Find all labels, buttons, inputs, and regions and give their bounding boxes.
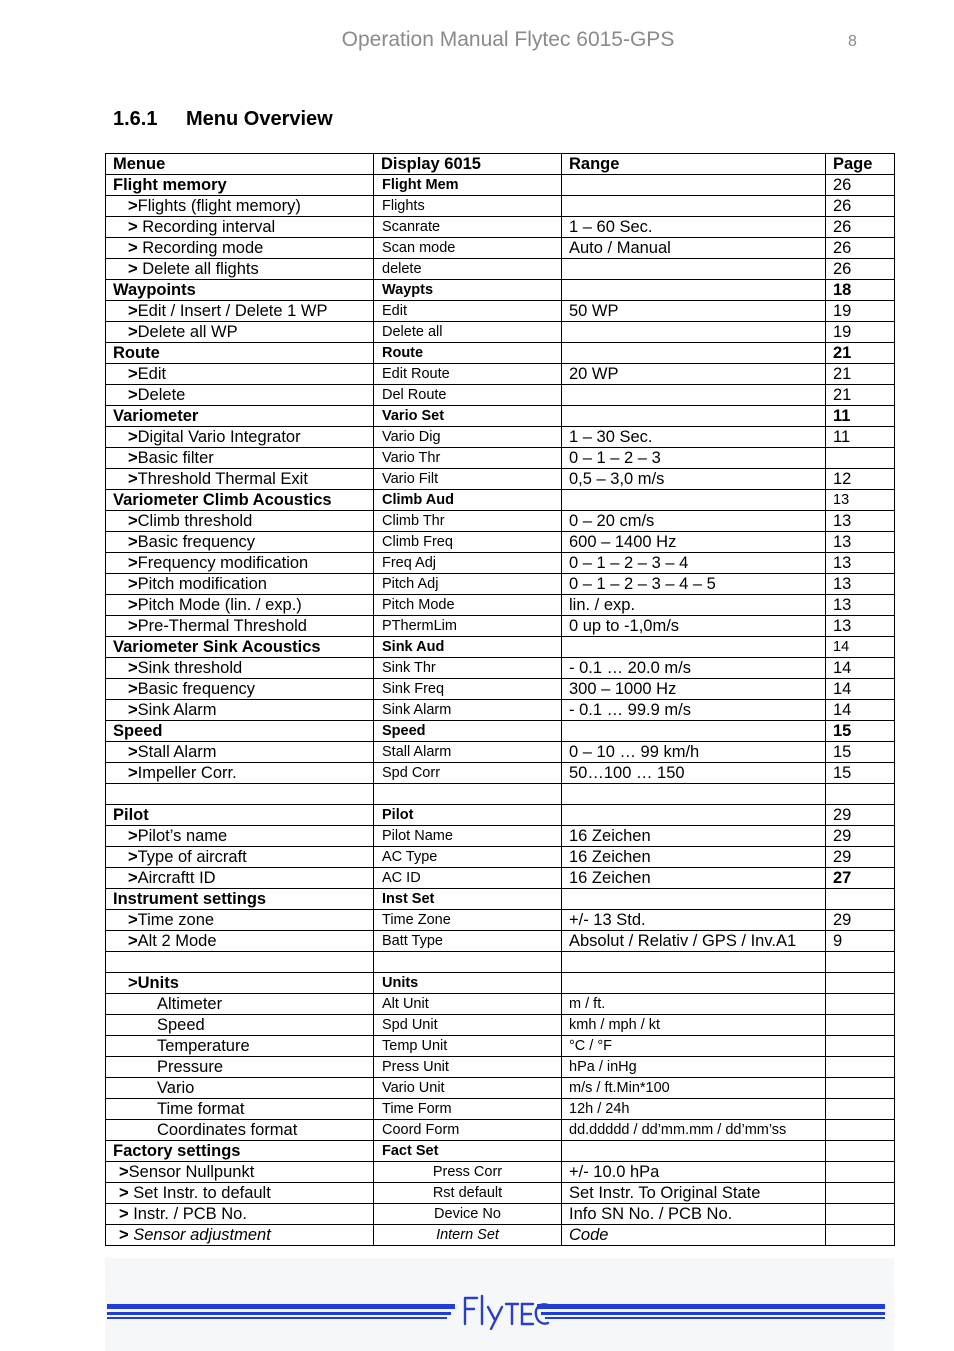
cell-page: 15	[826, 742, 895, 763]
cell-page	[826, 994, 895, 1015]
cell-range: °C / °F	[562, 1036, 826, 1057]
cell-display: Press Corr	[374, 1162, 562, 1183]
table-row	[106, 889, 895, 910]
cell-page	[826, 1099, 895, 1120]
page-number: 8	[848, 33, 857, 50]
cell-menu: > Recording interval	[106, 217, 374, 238]
table-row	[106, 910, 895, 931]
cell-display: Freq Adj	[374, 553, 562, 574]
cell-menu: >Sink threshold	[106, 658, 374, 679]
cell-display: Units	[374, 973, 562, 994]
cell-page	[826, 1036, 895, 1057]
cell-display: Vario Unit	[374, 1078, 562, 1099]
cell-menu: >Basic filter	[106, 448, 374, 469]
table-row	[106, 259, 895, 280]
cell-menu: >Pilot’s name	[106, 826, 374, 847]
table-row	[106, 931, 895, 952]
cell-menu: Variometer	[106, 406, 374, 427]
cell-range: Auto / Manual	[562, 238, 826, 259]
table-row	[106, 994, 895, 1015]
cell-range: dd.ddddd / dd’mm.mm / dd’mm’ss	[562, 1120, 826, 1141]
cell-page: 13	[826, 595, 895, 616]
cell-page	[826, 1225, 895, 1246]
cell-menu: >Alt 2 Mode	[106, 931, 374, 952]
table-row	[106, 763, 895, 784]
cell-page	[826, 1183, 895, 1204]
cell-page: 11	[826, 406, 895, 427]
cell-menu: Speed	[106, 721, 374, 742]
table-header-row	[106, 154, 895, 175]
cell-display: delete	[374, 259, 562, 280]
cell-display: Climb Thr	[374, 511, 562, 532]
cell-display: Fact Set	[374, 1141, 562, 1162]
cell-display: Scanrate	[374, 217, 562, 238]
cell-range	[562, 280, 826, 301]
cell-display: Inst Set	[374, 889, 562, 910]
cell-menu: Variometer Sink Acoustics	[106, 637, 374, 658]
table-row	[106, 616, 895, 637]
cell-display: Climb Aud	[374, 490, 562, 511]
cell-display: Pitch Adj	[374, 574, 562, 595]
cell-page: 29	[826, 910, 895, 931]
cell-display: Vario Thr	[374, 448, 562, 469]
table-row	[106, 721, 895, 742]
table-row	[106, 196, 895, 217]
cell-menu: > Recording mode	[106, 238, 374, 259]
cell-display: Sink Thr	[374, 658, 562, 679]
cell-display: Pilot Name	[374, 826, 562, 847]
cell-menu: >Frequency modification	[106, 553, 374, 574]
cell-range	[562, 322, 826, 343]
cell-page: 14	[826, 679, 895, 700]
table-row	[106, 973, 895, 994]
table-row	[106, 1099, 895, 1120]
cell-display: Climb Freq	[374, 532, 562, 553]
cell-page: 26	[826, 196, 895, 217]
table-row	[106, 1162, 895, 1183]
cell-menu: Temperature	[106, 1036, 374, 1057]
cell-page	[826, 952, 895, 973]
cell-menu: >Digital Vario Integrator	[106, 427, 374, 448]
cell-display: Route	[374, 343, 562, 364]
cell-menu	[106, 952, 374, 973]
table-row	[106, 238, 895, 259]
cell-range: 16 Zeichen	[562, 826, 826, 847]
cell-page: 13	[826, 490, 895, 511]
table-row	[106, 1057, 895, 1078]
cell-range: - 0.1 … 20.0 m/s	[562, 658, 826, 679]
cell-display: AC Type	[374, 847, 562, 868]
cell-page: 14	[826, 658, 895, 679]
cell-menu: >Pitch modification	[106, 574, 374, 595]
table-row	[106, 175, 895, 196]
cell-range: 1 – 60 Sec.	[562, 217, 826, 238]
table-row	[106, 1015, 895, 1036]
cell-page: 13	[826, 511, 895, 532]
cell-page	[826, 1057, 895, 1078]
cell-menu: >Aircraftt ID	[106, 868, 374, 889]
header-menue: Menue	[106, 154, 374, 175]
cell-display: Sink Aud	[374, 637, 562, 658]
cell-menu: >Units	[106, 973, 374, 994]
cell-menu: Waypoints	[106, 280, 374, 301]
cell-range: Absolut / Relativ / GPS / Inv.A1	[562, 931, 826, 952]
cell-page: 26	[826, 259, 895, 280]
cell-range	[562, 637, 826, 658]
cell-range: 0 up to -1,0m/s	[562, 616, 826, 637]
table-row	[106, 952, 895, 973]
table-row	[106, 742, 895, 763]
cell-page: 19	[826, 301, 895, 322]
cell-menu: Speed	[106, 1015, 374, 1036]
table-row	[106, 595, 895, 616]
cell-display: AC ID	[374, 868, 562, 889]
cell-range	[562, 784, 826, 805]
cell-display: Flight Mem	[374, 175, 562, 196]
cell-display: Spd Unit	[374, 1015, 562, 1036]
cell-page	[826, 784, 895, 805]
header-title: Operation Manual Flytec 6015-GPS	[341, 28, 675, 51]
cell-range	[562, 1141, 826, 1162]
cell-page: 19	[826, 322, 895, 343]
cell-range: Set Instr. To Original State	[562, 1183, 826, 1204]
cell-range: 0,5 – 3,0 m/s	[562, 469, 826, 490]
cell-range: 1 – 30 Sec.	[562, 427, 826, 448]
cell-page: 13	[826, 574, 895, 595]
cell-page	[826, 1162, 895, 1183]
cell-page: 13	[826, 532, 895, 553]
cell-range	[562, 490, 826, 511]
cell-page	[826, 1204, 895, 1225]
table-row	[106, 364, 895, 385]
cell-menu: Time format	[106, 1099, 374, 1120]
table-row	[106, 490, 895, 511]
cell-menu: >Delete all WP	[106, 322, 374, 343]
cell-menu: >Time zone	[106, 910, 374, 931]
cell-range	[562, 175, 826, 196]
cell-range: m / ft.	[562, 994, 826, 1015]
cell-menu: >Type of aircraft	[106, 847, 374, 868]
cell-menu	[106, 784, 374, 805]
cell-range: m/s / ft.Min*100	[562, 1078, 826, 1099]
cell-menu: >Pitch Mode (lin. / exp.)	[106, 595, 374, 616]
table-row	[106, 385, 895, 406]
header-range: Range	[562, 154, 826, 175]
cell-menu: >Flights (flight memory)	[106, 196, 374, 217]
cell-menu: >Basic frequency	[106, 679, 374, 700]
table-row	[106, 553, 895, 574]
table-row	[106, 1141, 895, 1162]
table-row	[106, 784, 895, 805]
table-row	[106, 658, 895, 679]
cell-menu: >Climb threshold	[106, 511, 374, 532]
cell-range: 0 – 1 – 2 – 3	[562, 448, 826, 469]
cell-range: +/- 10.0 hPa	[562, 1162, 826, 1183]
cell-display: Device No	[374, 1204, 562, 1225]
cell-display: Waypts	[374, 280, 562, 301]
cell-menu: Route	[106, 343, 374, 364]
cell-display: Alt Unit	[374, 994, 562, 1015]
table-row	[106, 427, 895, 448]
flytec-logo	[105, 1290, 887, 1330]
cell-page	[826, 448, 895, 469]
cell-range: 50…100 … 150	[562, 763, 826, 784]
table-row	[106, 1225, 895, 1246]
cell-range	[562, 406, 826, 427]
cell-range	[562, 952, 826, 973]
cell-menu: > Sensor adjustment	[106, 1225, 374, 1246]
cell-range: Info SN No. / PCB No.	[562, 1204, 826, 1225]
cell-page: 14	[826, 700, 895, 721]
table-row	[106, 1204, 895, 1225]
cell-display: Coord Form	[374, 1120, 562, 1141]
cell-range: 16 Zeichen	[562, 868, 826, 889]
cell-page: 13	[826, 616, 895, 637]
cell-menu: >Threshold Thermal Exit	[106, 469, 374, 490]
cell-menu: >Delete	[106, 385, 374, 406]
cell-display: Batt Type	[374, 931, 562, 952]
table-row	[106, 301, 895, 322]
cell-display: Pilot	[374, 805, 562, 826]
cell-display: Scan mode	[374, 238, 562, 259]
cell-display: Sink Freq	[374, 679, 562, 700]
table-row	[106, 868, 895, 889]
table-row	[106, 322, 895, 343]
table-row	[106, 700, 895, 721]
cell-display: PThermLim	[374, 616, 562, 637]
cell-menu: > Delete all flights	[106, 259, 374, 280]
cell-display: Intern Set	[374, 1225, 562, 1246]
cell-page	[826, 889, 895, 910]
cell-display: Delete all	[374, 322, 562, 343]
table-row	[106, 1036, 895, 1057]
header-page: Page	[826, 154, 895, 175]
cell-display	[374, 784, 562, 805]
cell-menu: >Edit / Insert / Delete 1 WP	[106, 301, 374, 322]
table-row	[106, 406, 895, 427]
table-row	[106, 343, 895, 364]
cell-page: 11	[826, 427, 895, 448]
cell-page: 9	[826, 931, 895, 952]
cell-range: - 0.1 … 99.9 m/s	[562, 700, 826, 721]
cell-page: 26	[826, 175, 895, 196]
table-row	[106, 217, 895, 238]
cell-page	[826, 1120, 895, 1141]
cell-menu: Variometer Climb Acoustics	[106, 490, 374, 511]
cell-page: 18	[826, 280, 895, 301]
cell-display: Edit	[374, 301, 562, 322]
cell-range: hPa / inHg	[562, 1057, 826, 1078]
cell-page: 27	[826, 868, 895, 889]
cell-page: 15	[826, 763, 895, 784]
cell-menu: Factory settings	[106, 1141, 374, 1162]
cell-display: Flights	[374, 196, 562, 217]
cell-page: 14	[826, 637, 895, 658]
cell-range	[562, 343, 826, 364]
cell-menu: >Edit	[106, 364, 374, 385]
cell-menu: Pilot	[106, 805, 374, 826]
cell-page: 21	[826, 385, 895, 406]
cell-menu: Flight memory	[106, 175, 374, 196]
cell-display: Temp Unit	[374, 1036, 562, 1057]
cell-range: 16 Zeichen	[562, 847, 826, 868]
cell-range: 12h / 24h	[562, 1099, 826, 1120]
table-row	[106, 469, 895, 490]
cell-menu: > Set Instr. to default	[106, 1183, 374, 1204]
cell-display: Stall Alarm	[374, 742, 562, 763]
menu-overview-table	[105, 153, 895, 1246]
table-row	[106, 280, 895, 301]
cell-menu: Vario	[106, 1078, 374, 1099]
cell-page: 12	[826, 469, 895, 490]
cell-menu: Coordinates format	[106, 1120, 374, 1141]
cell-range	[562, 973, 826, 994]
table-row	[106, 574, 895, 595]
cell-menu: >Sensor Nullpunkt	[106, 1162, 374, 1183]
cell-range: 0 – 1 – 2 – 3 – 4 – 5	[562, 574, 826, 595]
cell-range	[562, 385, 826, 406]
table-row	[106, 826, 895, 847]
cell-range	[562, 196, 826, 217]
table-row	[106, 1120, 895, 1141]
cell-range: +/- 13 Std.	[562, 910, 826, 931]
section-heading	[113, 108, 333, 131]
cell-page	[826, 973, 895, 994]
cell-menu: >Sink Alarm	[106, 700, 374, 721]
cell-range: Code	[562, 1225, 826, 1246]
cell-range	[562, 259, 826, 280]
cell-page: 29	[826, 847, 895, 868]
cell-display: Vario Dig	[374, 427, 562, 448]
cell-menu: Pressure	[106, 1057, 374, 1078]
cell-range: kmh / mph / kt	[562, 1015, 826, 1036]
cell-menu: >Impeller Corr.	[106, 763, 374, 784]
cell-menu: >Basic frequency	[106, 532, 374, 553]
table-row	[106, 805, 895, 826]
cell-display: Vario Set	[374, 406, 562, 427]
cell-range: 300 – 1000 Hz	[562, 679, 826, 700]
cell-menu: Altimeter	[106, 994, 374, 1015]
cell-range: 0 – 10 … 99 km/h	[562, 742, 826, 763]
table-row	[106, 1183, 895, 1204]
cell-page: 26	[826, 238, 895, 259]
section-number: 1.6.1	[113, 108, 158, 130]
cell-display	[374, 952, 562, 973]
cell-page: 15	[826, 721, 895, 742]
table-row	[106, 637, 895, 658]
cell-page	[826, 1078, 895, 1099]
cell-page	[826, 1141, 895, 1162]
cell-display: Sink Alarm	[374, 700, 562, 721]
cell-range	[562, 889, 826, 910]
header-display: Display 6015	[374, 154, 562, 175]
cell-display: Press Unit	[374, 1057, 562, 1078]
cell-display: Time Zone	[374, 910, 562, 931]
table-row	[106, 532, 895, 553]
cell-range: 50 WP	[562, 301, 826, 322]
table-row	[106, 448, 895, 469]
cell-display: Edit Route	[374, 364, 562, 385]
cell-menu: Instrument settings	[106, 889, 374, 910]
cell-page: 13	[826, 553, 895, 574]
table-row	[106, 511, 895, 532]
cell-menu: > Instr. / PCB No.	[106, 1204, 374, 1225]
cell-menu: >Stall Alarm	[106, 742, 374, 763]
cell-range: lin. / exp.	[562, 595, 826, 616]
cell-display: Speed	[374, 721, 562, 742]
table-row	[106, 1078, 895, 1099]
section-title: Menu Overview	[186, 108, 333, 130]
cell-page: 21	[826, 364, 895, 385]
table-row	[106, 847, 895, 868]
cell-display: Vario Filt	[374, 469, 562, 490]
cell-page: 29	[826, 805, 895, 826]
cell-page: 21	[826, 343, 895, 364]
cell-display: Del Route	[374, 385, 562, 406]
cell-range	[562, 721, 826, 742]
cell-range	[562, 805, 826, 826]
cell-page: 26	[826, 217, 895, 238]
cell-display: Spd Corr	[374, 763, 562, 784]
cell-range: 20 WP	[562, 364, 826, 385]
cell-range: 0 – 20 cm/s	[562, 511, 826, 532]
table-row	[106, 679, 895, 700]
cell-page: 29	[826, 826, 895, 847]
cell-range: 600 – 1400 Hz	[562, 532, 826, 553]
cell-page	[826, 1015, 895, 1036]
cell-display: Rst default	[374, 1183, 562, 1204]
cell-menu: >Pre-Thermal Threshold	[106, 616, 374, 637]
cell-display: Time Form	[374, 1099, 562, 1120]
cell-range: 0 – 1 – 2 – 3 – 4	[562, 553, 826, 574]
cell-display: Pitch Mode	[374, 595, 562, 616]
